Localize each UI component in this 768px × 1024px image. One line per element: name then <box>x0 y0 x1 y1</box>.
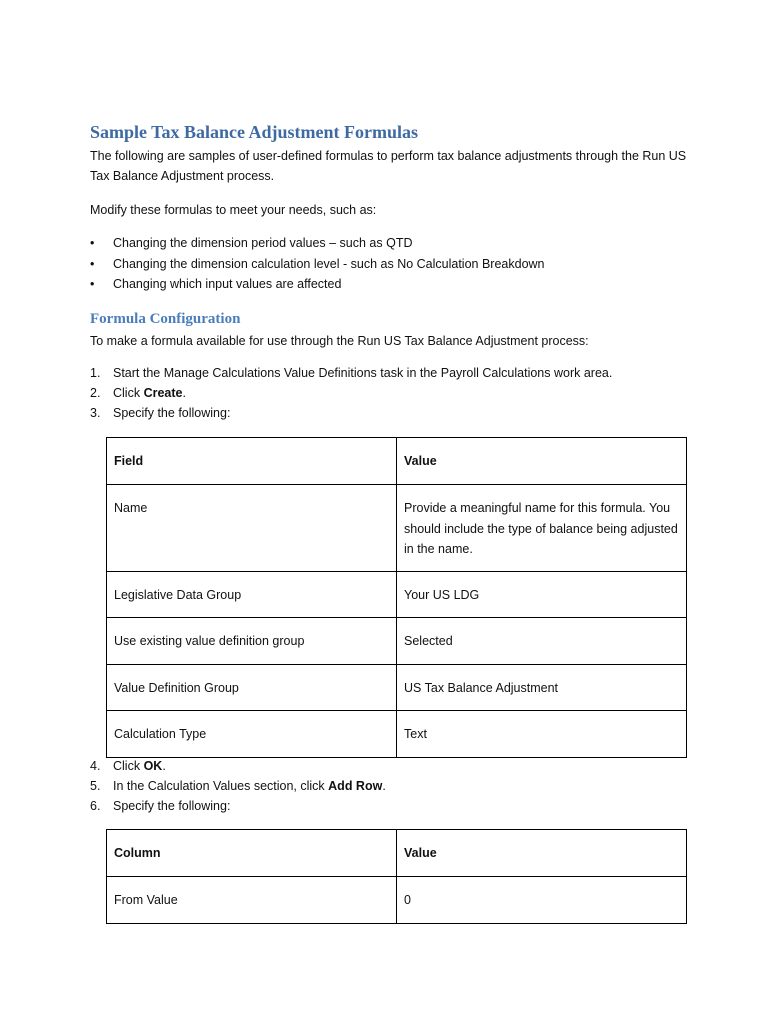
table-cell: Selected <box>397 618 687 665</box>
table-cell: From Value <box>107 877 397 924</box>
table-header-row <box>107 830 687 877</box>
table-cell: Value Definition Group <box>107 665 397 711</box>
table-cell: Calculation Type <box>107 711 397 758</box>
table-row <box>107 485 687 572</box>
table-header-cell: Column <box>107 830 397 877</box>
table-header-row <box>107 438 687 485</box>
step-item: 1. Start the Manage Calculations Value Definitions task in the Payroll Calculations work area. <box>90 366 613 380</box>
bullet-icon: • <box>90 277 95 291</box>
step-item: 5. In the Calculation Values section, click Add Row. <box>90 779 386 793</box>
steps-list-2 <box>90 756 386 816</box>
table-cell: Your US LDG <box>397 572 687 618</box>
table-cell: US Tax Balance Adjustment <box>397 665 687 711</box>
table-cell: Name <box>107 485 397 572</box>
table-cell: Use existing value definition group <box>107 618 397 665</box>
table-header-cell: Value <box>397 438 687 485</box>
section-heading: Formula Configuration <box>90 311 241 327</box>
steps-list-1 <box>90 363 612 423</box>
table-cell: 0 <box>397 877 687 924</box>
table-header-cell: Field <box>107 438 397 485</box>
modify-paragraph: Modify these formulas to meet your needs, such as: <box>90 203 377 217</box>
table-cell: Provide a meaningful name for this formula. You should include the type of balance being adjusted in the name. <box>397 485 687 572</box>
table-row <box>107 618 687 665</box>
list-item: • Changing the dimension calculation level - such as No Calculation Breakdown <box>90 254 545 275</box>
bullet-icon: • <box>90 236 95 250</box>
table-row <box>107 572 687 618</box>
page-title: Sample Tax Balance Adjustment Formulas <box>90 122 419 142</box>
list-item: • Changing the dimension period values – such as QTD <box>90 233 545 254</box>
table-row <box>107 665 687 711</box>
bullet-icon: • <box>90 256 95 271</box>
table-cell: Legislative Data Group <box>107 572 397 618</box>
step-item: 4. Click OK. <box>90 759 166 773</box>
table-row <box>107 711 687 758</box>
section-intro: To make a formula available for use through the Run US Tax Balance Adjustment process: <box>90 334 589 348</box>
table-row <box>107 877 687 924</box>
table-cell: Text <box>397 711 687 758</box>
column-value-table <box>106 829 687 924</box>
intro-paragraph: The following are samples of user-defined formulas to perform tax balance adjustments through the Run US Tax Balance Adjustment process. <box>90 149 687 183</box>
step-item: 3. Specify the following: <box>90 406 231 420</box>
field-value-table <box>106 437 687 758</box>
bullet-list <box>90 233 545 295</box>
step-item: 6. Specify the following: <box>90 799 231 813</box>
table-header-cell: Value <box>397 830 687 877</box>
step-item: 2. Click Create. <box>90 386 186 400</box>
list-item: • Changing which input values are affected <box>90 274 545 295</box>
